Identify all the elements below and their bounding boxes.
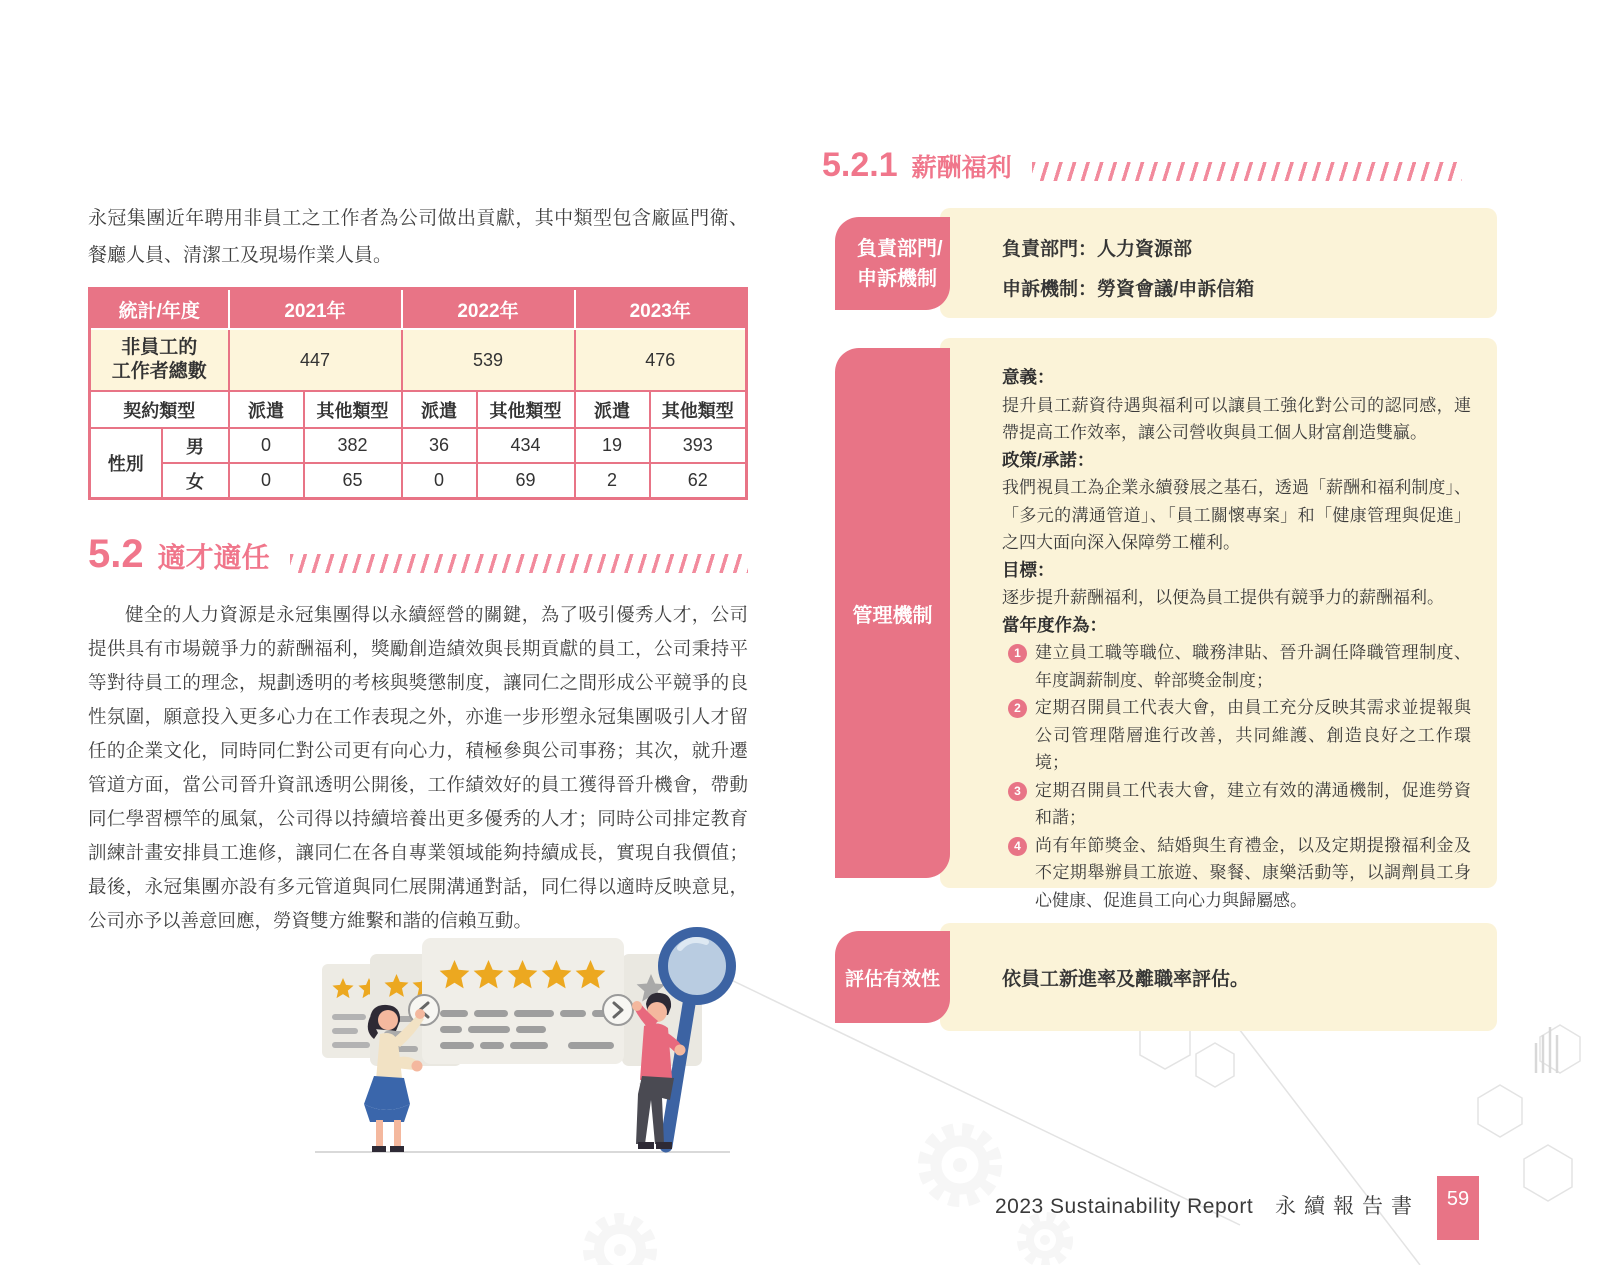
- slash-decoration: [290, 554, 748, 573]
- intro-paragraph: 永冠集團近年聘用非員工之工作者為公司做出貢獻，其中類型包含廠區門衛、餐廳人員、清潔工及現場作業人員。: [88, 208, 748, 266]
- total-workers-label: 非員工的 工作者總數: [90, 329, 229, 391]
- male-row: [90, 428, 747, 463]
- responsible-dept-label: 負責部門/ 申訴機制: [835, 217, 950, 310]
- review-rating-illustration: [300, 918, 745, 1173]
- effectiveness-text: 依員工新進率及離職率評估。: [1002, 968, 1250, 990]
- action-item: 1 建立員工職等職位、職務津貼、晉升調任降職管理制度、年度調薪制度、幹部獎金制度；: [1002, 639, 1471, 694]
- policy-heading: 政策/承諾：: [1002, 449, 1095, 470]
- female-row: [90, 463, 747, 499]
- cell-value: 393: [650, 428, 747, 463]
- cell-value: 0: [229, 428, 304, 463]
- cell-value: 62: [650, 463, 747, 499]
- slash-decoration: [1032, 162, 1462, 181]
- effectiveness-label: 評估有效性: [835, 931, 950, 1023]
- item-number-badge: 1: [1008, 644, 1027, 663]
- management-mechanism-content: [940, 338, 1497, 914]
- action-item: 2 定期召開員工代表大會，由員工充分反映其需求並提報與公司管理階層進行改善，共同維護、創造良好之工作環境；: [1002, 694, 1471, 777]
- meaning-text: 提升員工薪資待遇與福利可以讓員工強化對公司的認同感，連帶提高工作效率，讓公司營收與員工個人財富創造雙贏。: [1002, 395, 1471, 442]
- dispatch-header: 派遣: [575, 391, 650, 428]
- page-number-badge: 59: [1437, 1176, 1479, 1240]
- goal-text: 逐步提升薪酬福利，以便為員工提供有競爭力的薪酬福利。: [1002, 588, 1444, 607]
- action-item: 4 尚有年節獎金、結婚與生育禮金，以及定期提撥福利金及不定期舉辦員工旅遊、聚餐、康樂活動等，以調劑員工身心健康、促進員工向心力與歸屬感。: [1002, 832, 1471, 915]
- item-number-badge: 4: [1008, 837, 1027, 856]
- section-title: 薪酬福利: [911, 154, 1012, 182]
- other-type-header: 其他類型: [650, 391, 747, 428]
- cell-value: 382: [304, 428, 402, 463]
- year-2021-header: 2021年: [229, 289, 402, 330]
- section-number: 5.2.1: [822, 146, 898, 184]
- female-label: 女: [162, 463, 229, 499]
- male-label: 男: [162, 428, 229, 463]
- dispatch-header: 派遣: [402, 391, 477, 428]
- contract-type-label: 契約類型: [90, 391, 229, 428]
- gender-label: 性別: [90, 428, 162, 499]
- cell-value: 36: [402, 428, 477, 463]
- cell-value: 0: [402, 463, 477, 499]
- responsible-dept-line: 負責部門：人力資源部: [1002, 239, 1193, 260]
- footer-title-en: 2023 Sustainability Report: [995, 1195, 1254, 1218]
- total-2023: 476: [575, 329, 747, 391]
- actions-heading: 當年度作為：: [1002, 614, 1107, 635]
- effectiveness-box: [940, 923, 1497, 1031]
- dispatch-header: 派遣: [229, 391, 304, 428]
- other-type-header: 其他類型: [477, 391, 575, 428]
- section-number: 5.2: [88, 532, 144, 576]
- section-5-2-body: 健全的人力資源是永冠集團得以永續經營的關鍵，為了吸引優秀人才，公司提供具有市場競爭力的薪酬福利，獎勵創造績效與長期貢獻的員工，公司秉持平等對待員工的理念，規劃透明的考核與獎懲制度，讓同仁之間形成公平競爭的良性氛圍，願意投入更多心力在工作表現之外，亦進一步形塑永冠集團吸引人才留任的企業文化，同時同仁對公司更有向心力，積極參與公司事務；其次，就升遷管道方面，當公司晉升資訊透明公開後，工作績效好的員工獲得晉升機會，帶動同仁學習標竿的風氣，公司得以持續培養出更多優秀的人才；同時公司排定教育訓練計畫安排員工進修，讓同仁在各自專業領域能夠持續成長，實現自我價值；最後，永冠集團亦設有多元管道與同仁展開溝通對話，同仁得以適時反映意見，公司亦予以善意回應，勞資雙方維繫和諧的信賴互動。: [88, 604, 748, 931]
- footer: [995, 1190, 1420, 1220]
- responsible-dept-content: [940, 208, 1497, 310]
- woman-figure: [364, 1005, 425, 1152]
- cell-value: 0: [229, 463, 304, 499]
- skirt: [364, 1076, 410, 1110]
- next-arrow-icon: [603, 995, 633, 1025]
- policy-text: 我們視員工為企業永續發展之基石，透過「薪酬和福利制度」、「多元的溝通管道」、「員工關懷專案」和「健康管理與促進」之四大面向深入保障勞工權利。: [1002, 478, 1471, 552]
- meaning-heading: 意義：: [1002, 367, 1055, 387]
- total-2021: 447: [229, 329, 402, 391]
- cell-value: 2: [575, 463, 650, 499]
- item-number-badge: 2: [1008, 699, 1027, 718]
- table-header-row: [90, 289, 747, 330]
- grievance-mechanism-line: 申訴機制：勞資會議/申訴信箱: [1002, 279, 1255, 300]
- cell-value: 69: [477, 463, 575, 499]
- goal-heading: 目標：: [1002, 559, 1055, 580]
- responsible-dept-box: [940, 208, 1497, 318]
- management-mechanism-box: [940, 338, 1497, 910]
- total-workers-row: [90, 329, 747, 391]
- section-5-2-heading: [88, 532, 748, 577]
- section-5-2-1-heading: [822, 146, 1462, 185]
- stat-year-header: 統計/年度: [90, 289, 229, 330]
- other-type-header: 其他類型: [304, 391, 402, 428]
- total-2022: 539: [402, 329, 575, 391]
- section-title: 適才適任: [157, 542, 270, 573]
- item-number-badge: 3: [1008, 782, 1027, 801]
- year-2022-header: 2022年: [402, 289, 575, 330]
- year-2023-header: 2023年: [575, 289, 747, 330]
- management-mechanism-label: 管理機制: [835, 348, 950, 878]
- cell-value: 434: [477, 428, 575, 463]
- cell-value: 65: [304, 463, 402, 499]
- contract-type-row: [90, 391, 747, 428]
- footer-title-zh: 永續報告書: [1275, 1195, 1420, 1218]
- non-employee-workers-table: [88, 287, 748, 500]
- cell-value: 19: [575, 428, 650, 463]
- action-item: 3 定期召開員工代表大會，建立有效的溝通機制，促進勞資和諧；: [1002, 777, 1471, 832]
